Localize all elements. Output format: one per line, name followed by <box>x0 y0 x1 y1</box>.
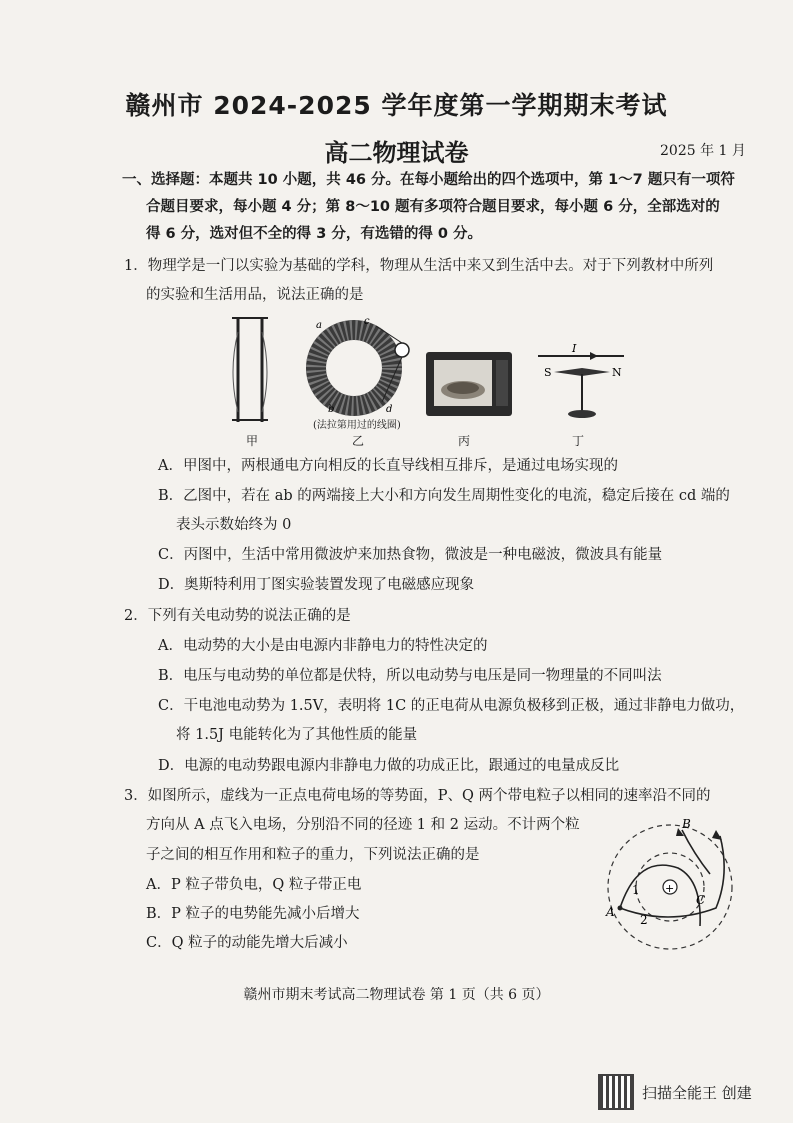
figure-ding-label: 丁 <box>572 434 585 448</box>
q3-option: B．P 粒子的电势能先减小后增大 <box>146 906 360 922</box>
figure-yi-faraday-coil <box>304 316 414 416</box>
q2-option: B．电压与电动势的单位都是伏特，所以电动势与电压是同一物理量的不同叫法 <box>158 668 662 684</box>
q3-stem-line: 3．如图所示，虚线为一正点电荷电场的等势面，P、Q 两个带电粒子以相同的速率沿不同的 <box>124 788 711 804</box>
q3-stem-line: 方向从 A 点飞入电场，分别沿不同的径迹 1 和 2 运动。不计两个粒 <box>146 817 580 833</box>
q2-option: 将 1.5J 电能转化为了其他性质的能量 <box>176 727 418 743</box>
yi-b-label: b <box>328 404 335 415</box>
q2-option: A．电动势的大小是由电源内非静电力的特性决定的 <box>158 638 488 654</box>
page-footer: 赣州市期末考试高二物理试卷 第 1 页（共 6 页） <box>243 987 550 1003</box>
figure-bing-microwave <box>424 348 516 420</box>
q2-option: D．电源的电动势跟电源内非静电力做的功成正比，跟通过的电量成反比 <box>158 758 620 774</box>
section-instruction-line: 一、选择题：本题共 10 小题，共 46 分。在每小题给出的四个选项中，第 1～7 题只有一项符 <box>122 172 735 188</box>
q1-option: 表头示数始终为 0 <box>176 517 292 533</box>
q3-stem-line: 子之间的相互作用和粒子的重力，下列说法正确的是 <box>146 847 480 863</box>
q1-stem-line: 1．物理学是一门以实验为基础的学科，物理从生活中来又到生活中去。对于下列教材中所列 <box>124 258 714 274</box>
q3-option: C．Q 粒子的动能先增大后减小 <box>146 935 348 951</box>
figure-ding-oersted <box>532 342 630 426</box>
q1-option: B．乙图中，若在 ab 的两端接上大小和方向发生周期性变化的电流，稳定后接在 cd 端的 <box>158 488 730 504</box>
q2-stem: 2．下列有关电动势的说法正确的是 <box>124 608 351 624</box>
yi-a-label: a <box>316 320 322 331</box>
exam-subtitle: 高二物理试卷 <box>324 139 469 167</box>
ding-current-label: I <box>572 342 577 355</box>
section-instruction-line: 得 6 分，选对但不全的得 3 分，有选错的得 0 分。 <box>146 226 483 242</box>
exam-title: 赣州市 2024-2025 学年度第一学期期末考试 <box>125 91 668 120</box>
figure-jia-parallel-wires <box>228 312 276 432</box>
q3-path-1: 1 <box>632 883 640 897</box>
q3-option: A．P 粒子带负电，Q 粒子带正电 <box>146 877 362 893</box>
q3-path-2: 2 <box>640 913 648 927</box>
qr-code-icon <box>598 1074 634 1110</box>
scanner-watermark <box>598 1074 752 1110</box>
ding-s-label: S <box>544 366 552 379</box>
ding-n-label: N <box>612 366 622 379</box>
q2-option: C．干电池电动势为 1.5V，表明将 1C 的正电荷从电源负极移到正极，通过非静电力做功， <box>158 698 745 714</box>
q1-option: C．丙图中，生活中常用微波炉来加热食物，微波是一种电磁波，微波具有能量 <box>158 547 663 563</box>
exam-date: 2025 年 1 月 <box>660 143 746 159</box>
q1-stem-line: 的实验和生活用品，说法正确的是 <box>146 287 364 303</box>
yi-d-label: d <box>386 404 393 415</box>
figure-jia-label: 甲 <box>246 434 259 448</box>
figure-bing-label: 丙 <box>458 434 471 448</box>
figure-yi-label: 乙 <box>352 434 365 448</box>
q3-point-c: C <box>696 893 706 907</box>
yi-c-label: c <box>364 316 370 327</box>
q3-charge-sign: + <box>665 882 675 895</box>
section-instruction-line: 合题目要求，每小题 4 分；第 8～10 题有多项符合题目要求，每小题 6 分，全部选对的 <box>146 199 720 215</box>
q3-point-a: A <box>606 905 615 919</box>
q1-option: A．甲图中，两根通电方向相反的长直导线相互排斥，是通过电场实现的 <box>158 458 618 474</box>
q3-point-b: B <box>682 817 691 831</box>
scanner-label: 扫描全能王 创建 <box>642 1083 752 1102</box>
q1-option: D．奥斯特利用丁图实验装置发现了电磁感应现象 <box>158 577 475 593</box>
figure-yi-note: (法拉第用过的线圈) <box>313 420 401 431</box>
q3-equipotential-figure <box>598 814 748 964</box>
